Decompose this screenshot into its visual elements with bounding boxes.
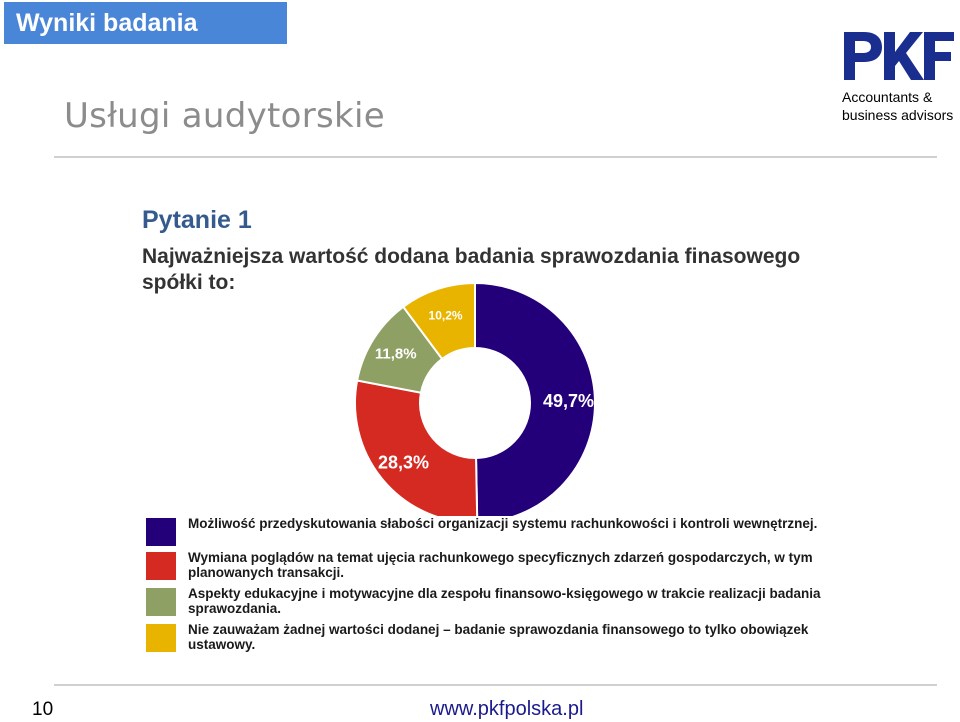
legend-item-3: [146, 586, 836, 620]
slice-value-label-1: 49,7%: [542, 391, 595, 412]
donut-chart: [130, 196, 840, 516]
logo-tagline-line1: Accountants &: [842, 89, 933, 105]
legend-label-3: Aspekty edukacyjne i motywacyjne dla zespołu finansowo-księgowego w trakcie realizacji badania sprawozdania.: [188, 586, 821, 616]
pkf-logo-mark: [840, 28, 956, 84]
logo-tagline-line2: business advisors: [842, 107, 954, 123]
footer-divider: [54, 684, 937, 686]
logo-tagline: [842, 88, 953, 124]
legend-item-1: [146, 516, 836, 550]
legend-swatch-1: [146, 518, 176, 546]
legend-label-1: Możliwość przedyskutowania słabości organizacji systemu rachunkowości i kontroli wewnętrznej.: [188, 516, 818, 531]
slice-value-label-4: 10,2%: [428, 308, 463, 323]
survey-figure: [130, 196, 840, 666]
legend-swatch-3: [146, 588, 176, 616]
footer-url[interactable]: www.pkfpolska.pl: [430, 698, 584, 720]
page-number: 10: [32, 699, 54, 720]
header-divider: [54, 156, 937, 158]
question-label: Pytanie 1: [142, 206, 252, 234]
donut-slice-2: [355, 381, 477, 516]
legend-item-2: [146, 550, 836, 584]
section-title-tab: Wyniki badania: [4, 2, 287, 44]
legend-item-4: [146, 622, 836, 656]
slice-value-label-3: 11,8%: [374, 345, 417, 363]
slice-value-label-2: 28,3%: [377, 452, 430, 473]
legend-swatch-2: [146, 552, 176, 580]
page-title: Usługi audytorskie: [64, 96, 386, 136]
legend-label-4: Nie zauważam żadnej wartości dodanej – badanie sprawozdania finansowego to tylko obowiązek ustawowy.: [188, 622, 809, 652]
legend-swatch-4: [146, 624, 176, 652]
pkf-logo: [840, 28, 960, 128]
chart-title: Najważniejsza wartość dodana badania sprawozdania finasowego spółki to:: [142, 245, 801, 294]
legend-label-2: Wymiana poglądów na temat ujęcia rachunkowego specyficznych zdarzeń gospodarczych, w tym planowanych transakcji.: [188, 550, 813, 580]
